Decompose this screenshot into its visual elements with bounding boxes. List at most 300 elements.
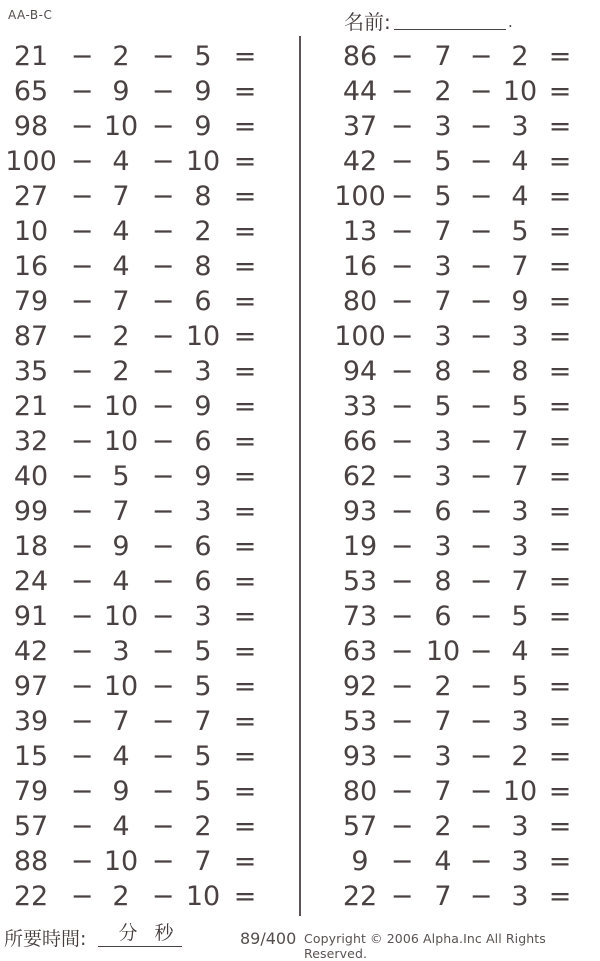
subtrahend-2: 10	[502, 776, 538, 807]
minus-sign: −	[70, 391, 94, 422]
equals-sign: =	[548, 426, 572, 457]
minus-sign: −	[70, 706, 94, 737]
minuend: 10	[13, 216, 49, 247]
subtrahend-1: 10	[103, 111, 139, 142]
problem-row	[0, 739, 270, 774]
minus-sign: −	[469, 146, 493, 177]
minus-sign: −	[469, 636, 493, 667]
minus-sign: −	[70, 776, 94, 807]
subtrahend-2: 3	[511, 846, 529, 877]
subtrahend-1: 7	[112, 706, 130, 737]
equals-sign: =	[233, 461, 257, 492]
minuend: 40	[13, 461, 49, 492]
subtrahend-2: 4	[511, 146, 529, 177]
subtrahend-1: 3	[434, 251, 452, 282]
subtrahend-1: 3	[112, 636, 130, 667]
subtrahend-1: 5	[434, 391, 452, 422]
equals-sign: =	[548, 566, 572, 597]
subtrahend-1: 10	[103, 671, 139, 702]
equals-sign: =	[233, 251, 257, 282]
equals-sign: =	[233, 566, 257, 597]
equals-sign: =	[548, 881, 572, 912]
subtrahend-1: 4	[112, 811, 130, 842]
subtrahend-1: 4	[112, 216, 130, 247]
subtrahend-1: 7	[434, 41, 452, 72]
equals-sign: =	[548, 846, 572, 877]
equals-sign: =	[233, 496, 257, 527]
subtrahend-2: 4	[511, 636, 529, 667]
minus-sign: −	[390, 601, 414, 632]
minuend: 24	[13, 566, 49, 597]
minuend: 13	[342, 216, 378, 247]
minus-sign: −	[390, 321, 414, 352]
problem-row	[329, 214, 572, 249]
minus-sign: −	[151, 111, 175, 142]
equals-sign: =	[548, 216, 572, 247]
subtrahend-2: 5	[194, 741, 212, 772]
subtrahend-1: 3	[434, 111, 452, 142]
minus-sign: −	[151, 251, 175, 282]
minus-sign: −	[469, 531, 493, 562]
equals-sign: =	[548, 76, 572, 107]
minuend: 35	[13, 356, 49, 387]
subtrahend-1: 7	[112, 181, 130, 212]
minus-sign: −	[469, 846, 493, 877]
equals-sign: =	[233, 811, 257, 842]
minus-sign: −	[70, 216, 94, 247]
minuend: 62	[342, 461, 378, 492]
minus-sign: −	[390, 636, 414, 667]
problem-row	[329, 704, 572, 739]
subtrahend-2: 2	[511, 741, 529, 772]
minus-sign: −	[70, 356, 94, 387]
minuend: 80	[342, 286, 378, 317]
subtrahend-1: 10	[103, 391, 139, 422]
problem-row	[329, 109, 572, 144]
problem-row	[0, 424, 270, 459]
minus-sign: −	[469, 566, 493, 597]
subtrahend-2: 5	[194, 41, 212, 72]
problem-row	[0, 459, 270, 494]
equals-sign: =	[548, 356, 572, 387]
minuend: 93	[342, 741, 378, 772]
minus-sign: −	[151, 146, 175, 177]
subtrahend-2: 7	[511, 461, 529, 492]
subtrahend-1: 8	[434, 356, 452, 387]
time-entry-line[interactable]	[98, 922, 182, 947]
problem-row	[329, 424, 572, 459]
minus-sign: −	[469, 811, 493, 842]
minus-sign: −	[70, 566, 94, 597]
problem-row	[329, 669, 572, 704]
minuend: 88	[13, 846, 49, 877]
problem-row	[0, 249, 270, 284]
equals-sign: =	[233, 286, 257, 317]
subtrahend-1: 3	[434, 531, 452, 562]
minus-sign: −	[469, 76, 493, 107]
subtrahend-1: 2	[112, 321, 130, 352]
problem-row	[0, 109, 270, 144]
equals-sign: =	[233, 41, 257, 72]
minutes-unit-label: 分	[118, 922, 138, 944]
minuend: 98	[13, 111, 49, 142]
problem-row	[329, 284, 572, 319]
minus-sign: −	[151, 391, 175, 422]
minus-sign: −	[390, 216, 414, 247]
subtrahend-1: 2	[434, 811, 452, 842]
minus-sign: −	[70, 146, 94, 177]
minus-sign: −	[70, 181, 94, 212]
subtrahend-2: 3	[511, 811, 529, 842]
subtrahend-1: 5	[434, 181, 452, 212]
minuend: 18	[13, 531, 49, 562]
equals-sign: =	[548, 741, 572, 772]
minuend: 99	[13, 496, 49, 527]
minuend: 79	[13, 776, 49, 807]
minus-sign: −	[390, 461, 414, 492]
subtrahend-1: 7	[434, 881, 452, 912]
minus-sign: −	[151, 321, 175, 352]
minus-sign: −	[390, 811, 414, 842]
equals-sign: =	[548, 671, 572, 702]
minuend: 44	[342, 76, 378, 107]
subtrahend-1: 4	[112, 566, 130, 597]
equals-sign: =	[548, 181, 572, 212]
equals-sign: =	[548, 321, 572, 352]
subtrahend-1: 4	[112, 741, 130, 772]
problem-row	[329, 774, 572, 809]
subtrahend-1: 8	[434, 566, 452, 597]
problem-row	[0, 704, 270, 739]
equals-sign: =	[548, 811, 572, 842]
subtrahend-2: 10	[185, 146, 221, 177]
minus-sign: −	[390, 671, 414, 702]
subtrahend-2: 3	[511, 706, 529, 737]
subtrahend-2: 3	[511, 496, 529, 527]
equals-sign: =	[233, 706, 257, 737]
subtrahend-1: 4	[434, 846, 452, 877]
minus-sign: −	[151, 601, 175, 632]
minus-sign: −	[151, 671, 175, 702]
minus-sign: −	[70, 811, 94, 842]
minus-sign: −	[151, 356, 175, 387]
equals-sign: =	[233, 356, 257, 387]
subtrahend-2: 7	[511, 251, 529, 282]
equals-sign: =	[233, 111, 257, 142]
minus-sign: −	[390, 496, 414, 527]
minus-sign: −	[469, 496, 493, 527]
problem-row	[329, 144, 572, 179]
problem-row	[329, 529, 572, 564]
minuend: 21	[13, 391, 49, 422]
equals-sign: =	[548, 636, 572, 667]
equals-sign: =	[548, 776, 572, 807]
minuend: 21	[13, 41, 49, 72]
minus-sign: −	[151, 776, 175, 807]
minus-sign: −	[469, 881, 493, 912]
equals-sign: =	[548, 461, 572, 492]
subtrahend-2: 10	[185, 321, 221, 352]
minus-sign: −	[390, 531, 414, 562]
minuend: 57	[13, 811, 49, 842]
problem-column-left	[0, 39, 270, 914]
minus-sign: −	[390, 706, 414, 737]
subtrahend-2: 9	[194, 76, 212, 107]
subtrahend-2: 2	[194, 216, 212, 247]
subtrahend-2: 9	[194, 391, 212, 422]
minus-sign: −	[390, 76, 414, 107]
subtrahend-1: 2	[434, 671, 452, 702]
subtrahend-1: 7	[434, 286, 452, 317]
problem-row	[0, 74, 270, 109]
subtrahend-2: 7	[194, 706, 212, 737]
equals-sign: =	[548, 531, 572, 562]
minuend: 42	[342, 146, 378, 177]
minus-sign: −	[390, 391, 414, 422]
minus-sign: −	[151, 496, 175, 527]
minus-sign: −	[469, 741, 493, 772]
equals-sign: =	[233, 426, 257, 457]
subtrahend-2: 8	[194, 181, 212, 212]
subtrahend-1: 2	[112, 41, 130, 72]
problem-row	[0, 179, 270, 214]
minus-sign: −	[70, 741, 94, 772]
equals-sign: =	[233, 76, 257, 107]
equals-sign: =	[233, 601, 257, 632]
subtrahend-2: 8	[194, 251, 212, 282]
subtrahend-1: 6	[434, 601, 452, 632]
copyright-notice: Copyright © 2006 Alpha.Inc All Rights Reserved.	[304, 931, 546, 961]
subtrahend-2: 5	[511, 671, 529, 702]
subtrahend-1: 3	[434, 321, 452, 352]
equals-sign: =	[233, 741, 257, 772]
subtrahend-2: 3	[511, 881, 529, 912]
problem-row	[329, 879, 572, 914]
subtrahend-1: 2	[112, 356, 130, 387]
minus-sign: −	[70, 461, 94, 492]
minus-sign: −	[151, 41, 175, 72]
subtrahend-2: 3	[511, 111, 529, 142]
subtrahend-2: 6	[194, 426, 212, 457]
minus-sign: −	[70, 286, 94, 317]
subtrahend-1: 9	[112, 76, 130, 107]
subtrahend-1: 3	[434, 741, 452, 772]
problem-row	[329, 494, 572, 529]
minus-sign: −	[70, 76, 94, 107]
minuend: 57	[342, 811, 378, 842]
minus-sign: −	[469, 601, 493, 632]
page-progress-counter: 89/400	[240, 929, 297, 948]
problem-row	[329, 809, 572, 844]
minuend: 87	[13, 321, 49, 352]
minus-sign: −	[70, 426, 94, 457]
subtrahend-2: 7	[511, 566, 529, 597]
minuend: 22	[342, 881, 378, 912]
minus-sign: −	[390, 741, 414, 772]
subtrahend-1: 10	[425, 636, 461, 667]
minus-sign: −	[469, 286, 493, 317]
name-entry-line[interactable]	[394, 8, 506, 30]
subtrahend-2: 5	[511, 216, 529, 247]
subtrahend-1: 4	[112, 251, 130, 282]
minus-sign: −	[70, 41, 94, 72]
minuend: 100	[334, 321, 386, 352]
minus-sign: −	[469, 461, 493, 492]
problem-row	[329, 319, 572, 354]
problem-row	[0, 284, 270, 319]
problem-row	[0, 529, 270, 564]
minus-sign: −	[469, 391, 493, 422]
problem-row	[0, 389, 270, 424]
minuend: 73	[342, 601, 378, 632]
minus-sign: −	[151, 181, 175, 212]
problem-row	[329, 249, 572, 284]
minus-sign: −	[469, 41, 493, 72]
minus-sign: −	[151, 531, 175, 562]
problem-row	[0, 599, 270, 634]
minuend: 91	[13, 601, 49, 632]
subtrahend-2: 9	[194, 461, 212, 492]
problem-row	[0, 564, 270, 599]
problem-column-right	[329, 39, 572, 914]
minuend: 42	[13, 636, 49, 667]
subtrahend-1: 4	[112, 146, 130, 177]
minuend: 97	[13, 671, 49, 702]
subtrahend-2: 7	[511, 426, 529, 457]
subtrahend-1: 7	[112, 496, 130, 527]
minus-sign: −	[390, 356, 414, 387]
problem-row	[0, 809, 270, 844]
minus-sign: −	[469, 181, 493, 212]
minus-sign: −	[151, 811, 175, 842]
minuend: 32	[13, 426, 49, 457]
problem-row	[329, 389, 572, 424]
minuend: 33	[342, 391, 378, 422]
subtrahend-2: 7	[194, 846, 212, 877]
problem-row	[329, 179, 572, 214]
minus-sign: −	[390, 566, 414, 597]
minuend: 37	[342, 111, 378, 142]
minus-sign: −	[70, 531, 94, 562]
problem-row	[0, 354, 270, 389]
subtrahend-2: 2	[511, 41, 529, 72]
minuend: 22	[13, 881, 49, 912]
problem-row	[329, 599, 572, 634]
problem-row	[0, 844, 270, 879]
equals-sign: =	[233, 531, 257, 562]
subtrahend-2: 3	[194, 601, 212, 632]
equals-sign: =	[548, 41, 572, 72]
subtrahend-2: 3	[511, 531, 529, 562]
minuend: 92	[342, 671, 378, 702]
subtrahend-1: 3	[434, 426, 452, 457]
subtrahend-1: 7	[434, 216, 452, 247]
minus-sign: −	[70, 251, 94, 282]
minus-sign: −	[469, 356, 493, 387]
minuend: 27	[13, 181, 49, 212]
problem-row	[329, 74, 572, 109]
minus-sign: −	[151, 286, 175, 317]
minuend: 100	[334, 181, 386, 212]
name-label: 名前:	[344, 10, 391, 34]
minuend: 65	[13, 76, 49, 107]
minus-sign: −	[151, 426, 175, 457]
minuend: 15	[13, 741, 49, 772]
equals-sign: =	[233, 881, 257, 912]
minus-sign: −	[151, 741, 175, 772]
subtrahend-2: 6	[194, 566, 212, 597]
minus-sign: −	[390, 41, 414, 72]
problem-row	[329, 564, 572, 599]
minus-sign: −	[469, 706, 493, 737]
minuend: 16	[13, 251, 49, 282]
problem-row	[329, 739, 572, 774]
minuend: 53	[342, 706, 378, 737]
minus-sign: −	[390, 251, 414, 282]
minus-sign: −	[70, 636, 94, 667]
minuend: 79	[13, 286, 49, 317]
subtrahend-2: 5	[194, 636, 212, 667]
minus-sign: −	[390, 286, 414, 317]
minuend: 100	[5, 146, 57, 177]
minus-sign: −	[70, 321, 94, 352]
minus-sign: −	[151, 846, 175, 877]
minus-sign: −	[469, 426, 493, 457]
problem-row	[0, 144, 270, 179]
subtrahend-1: 6	[434, 496, 452, 527]
minus-sign: −	[151, 461, 175, 492]
minus-sign: −	[70, 111, 94, 142]
problem-row	[0, 39, 270, 74]
subtrahend-1: 2	[112, 881, 130, 912]
equals-sign: =	[548, 146, 572, 177]
seconds-unit-label: 秒	[154, 922, 174, 944]
minus-sign: −	[469, 776, 493, 807]
minus-sign: −	[390, 846, 414, 877]
subtrahend-1: 7	[434, 776, 452, 807]
minuend: 53	[342, 566, 378, 597]
subtrahend-1: 2	[434, 76, 452, 107]
equals-sign: =	[548, 286, 572, 317]
subtrahend-2: 9	[511, 286, 529, 317]
time-required-label: 所要時間:	[4, 928, 87, 950]
equals-sign: =	[548, 706, 572, 737]
subtrahend-2: 8	[511, 356, 529, 387]
equals-sign: =	[233, 146, 257, 177]
subtrahend-2: 10	[502, 76, 538, 107]
subtrahend-2: 5	[194, 776, 212, 807]
minus-sign: −	[70, 846, 94, 877]
subtrahend-2: 6	[194, 531, 212, 562]
equals-sign: =	[233, 846, 257, 877]
subtrahend-2: 5	[511, 391, 529, 422]
minuend: 94	[342, 356, 378, 387]
subtrahend-2: 9	[194, 111, 212, 142]
equals-sign: =	[233, 321, 257, 352]
subtrahend-1: 9	[112, 776, 130, 807]
minus-sign: −	[469, 671, 493, 702]
minus-sign: −	[151, 706, 175, 737]
subtrahend-2: 5	[194, 671, 212, 702]
name-line-period: .	[508, 13, 513, 31]
problem-row	[329, 844, 572, 879]
minus-sign: −	[390, 181, 414, 212]
column-divider-line	[299, 36, 301, 916]
subtrahend-1: 3	[434, 461, 452, 492]
equals-sign: =	[233, 181, 257, 212]
minus-sign: −	[151, 566, 175, 597]
minuend: 16	[342, 251, 378, 282]
